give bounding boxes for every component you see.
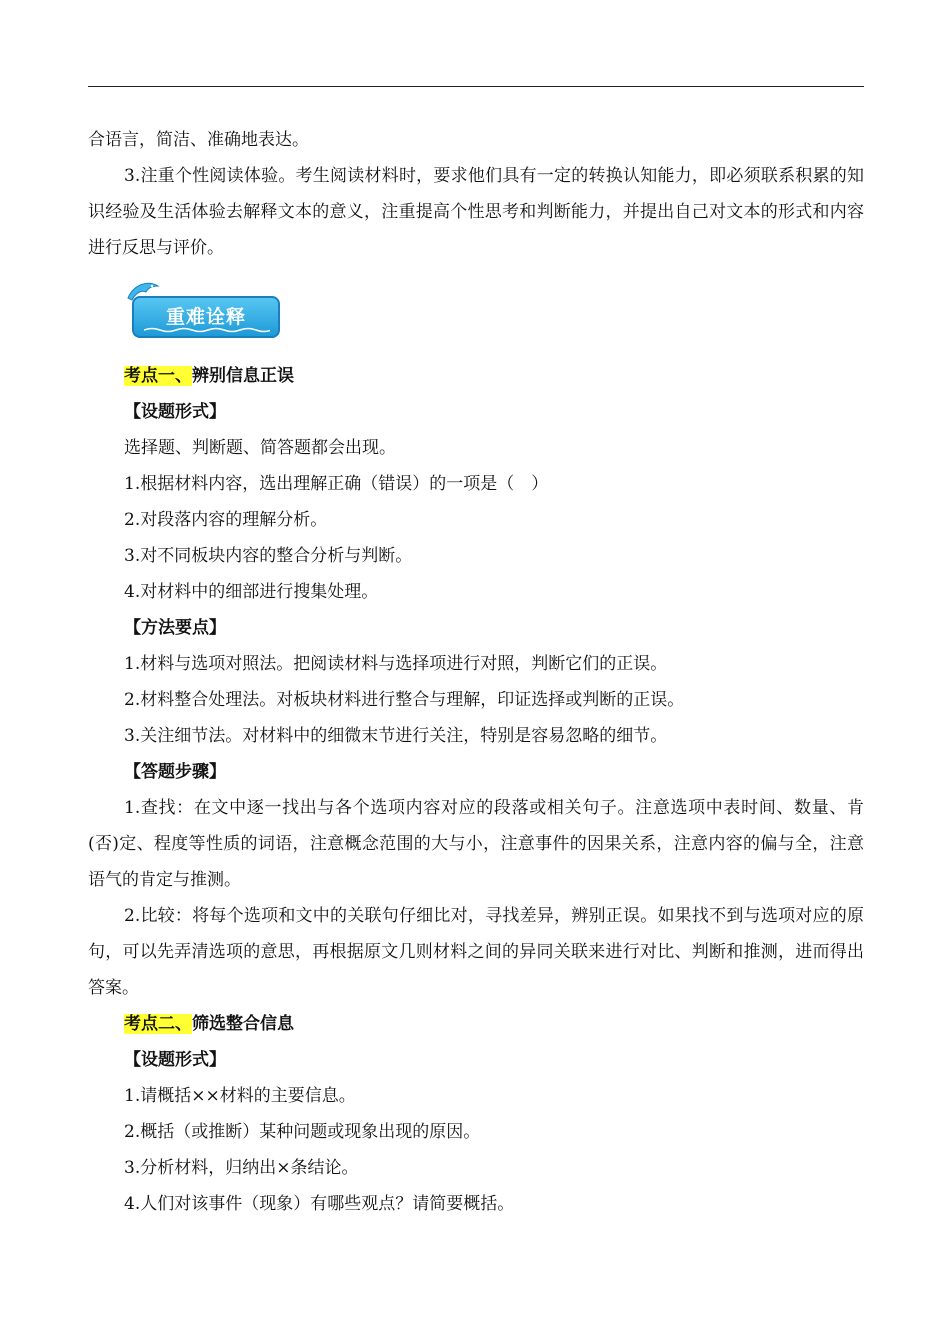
section-badge [132, 296, 280, 338]
list-item: 3.对不同板块内容的整合分析与判断。 [124, 546, 413, 566]
intro-paragraph-3: 3.注重个性阅读体验。考生阅读材料时，要求他们具有一定的转换认知能力，即必须联系积累的知识经验及生活体验去解释文本的意义，注重提高个性思考和判断能力，并提出自己对文本的形式和内容进行反思与评价。 [88, 166, 864, 258]
step-paragraph: 1.查找：在文中逐一找出与各个选项内容对应的段落或相关句子。注意选项中表时间、数量、肯(否)定、程度等性质的词语，注意概念范围的大与小，注意事件的因果关系，注意内容的偏与全，注意语气的肯定与推测。 [88, 798, 864, 890]
document-body [88, 122, 864, 1222]
list-item: 4.对材料中的细部进行搜集处理。 [124, 582, 379, 602]
point1-form-title: 【设题形式】 [124, 402, 226, 422]
list-item: 3.关注细节法。对材料中的细微末节进行关注，特别是容易忽略的细节。 [124, 726, 668, 746]
point1-heading [88, 358, 864, 394]
intro-line: 合语言，简洁、准确地表达。 [88, 130, 309, 150]
point2-form-title: 【设题形式】 [124, 1050, 226, 1070]
list-item: 2.材料整合处理法。对板块材料进行整合与理解，印证选择或判断的正误。 [124, 690, 685, 710]
list-item: 1.请概括××材料的主要信息。 [124, 1086, 356, 1106]
wave-icon [144, 327, 270, 333]
point1-heading-highlight: 考点一、 [124, 366, 192, 386]
list-item: 1.根据材料内容，选出理解正确（错误）的一项是（ ） [124, 474, 549, 494]
list-item: 1.材料与选项对照法。把阅读材料与选择项进行对照，判断它们的正误。 [124, 654, 668, 674]
list-item: 4.人们对该事件（现象）有哪些观点？请简要概括。 [124, 1194, 515, 1214]
list-item: 2.对段落内容的理解分析。 [124, 510, 328, 530]
list-item: 3.分析材料，归纳出×条结论。 [124, 1158, 359, 1178]
list-item: 选择题、判断题、简答题都会出现。 [124, 438, 396, 458]
point1-method-title: 【方法要点】 [124, 618, 226, 638]
badge-label: 重难诠释 [165, 306, 246, 328]
point2-heading-highlight: 考点二、 [124, 1014, 192, 1034]
header-rule [88, 86, 864, 87]
point1-steps-title: 【答题步骤】 [124, 762, 226, 782]
section-badge-area [88, 266, 864, 358]
point2-heading-text: 筛选整合信息 [192, 1014, 294, 1034]
list-item: 2.概括（或推断）某种问题或现象出现的原因。 [124, 1122, 481, 1142]
step-paragraph: 2.比较：将每个选项和文中的关联句仔细比对，寻找差异，辨别正误。如果找不到与选项对应的原句，可以先弄清选项的意思，再根据原文几则材料之间的异同关联来进行对比、判断和推测，进而得出答案。 [88, 906, 864, 998]
point1-heading-text: 辨别信息正误 [192, 366, 294, 386]
point2-heading [88, 1006, 864, 1042]
